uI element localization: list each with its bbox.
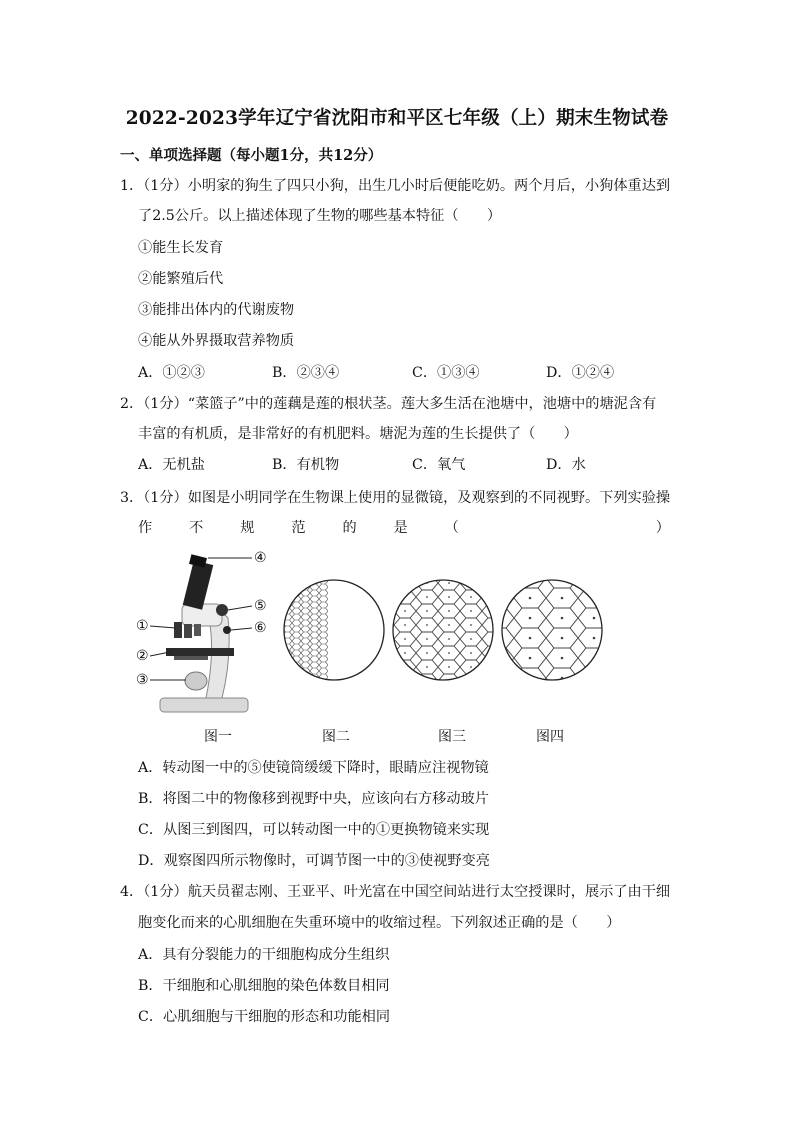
section-heading: 一、单项选择题（每小题1分，共12分） bbox=[120, 147, 383, 164]
callout-6: ⑥ bbox=[254, 620, 267, 636]
q1-stem-line1: 1．（1分）小明家的狗生了四只小狗，出生几小时后便能吃奶。两个月后，小狗体重达到 bbox=[120, 178, 671, 194]
q3-word: 规 bbox=[240, 520, 255, 536]
q3-option-a[interactable]: A．转动图一中的⑤使镜筒缓缓下降时，眼睛应注视物镜 bbox=[138, 760, 489, 776]
q3-option-c[interactable]: C．从图三到图四，可以转动图一中的①更换物镜来实现 bbox=[138, 822, 490, 838]
q2-option-a[interactable]: A．无机盐 bbox=[138, 457, 205, 473]
q1-option-a[interactable]: A．①②③ bbox=[138, 365, 205, 381]
q1-stem-line2: 了2.5公斤。以上描述体现了生物的哪些基本特征（ ） bbox=[138, 208, 502, 224]
callout-5: ⑤ bbox=[254, 598, 267, 614]
q4-option-c[interactable]: C．心肌细胞与干细胞的形态和功能相同 bbox=[138, 1009, 391, 1025]
q3-stem-line1: 3．（1分）如图是小明同学在生物课上使用的显微镜，及观察到的不同视野。下列实验操 bbox=[120, 490, 671, 506]
q3-stem-line2 bbox=[138, 518, 670, 538]
q2-options bbox=[138, 455, 678, 475]
q3-word: 的 bbox=[342, 520, 357, 536]
q1-item: ④能从外界摄取营养物质 bbox=[138, 333, 295, 349]
q1-item: ①能生长发育 bbox=[138, 240, 224, 256]
q3-word: （ bbox=[444, 520, 459, 536]
microscope-figure bbox=[130, 548, 620, 728]
q1-option-d[interactable]: D．①②④ bbox=[546, 365, 615, 381]
q3-word: ） bbox=[655, 520, 670, 536]
figure-caption-3: 图三 bbox=[438, 729, 466, 745]
q3-word: 不 bbox=[189, 520, 204, 536]
q1-option-c[interactable]: C．①③④ bbox=[412, 365, 480, 381]
q2-stem-line2: 丰富的有机质，是非常好的有机肥料。塘泥为莲的生长提供了（ ） bbox=[138, 426, 578, 442]
figure-caption-2: 图二 bbox=[322, 729, 350, 745]
q2-option-c[interactable]: C．氧气 bbox=[412, 457, 466, 473]
callout-3: ③ bbox=[136, 672, 149, 688]
q2-option-b[interactable]: B．有机物 bbox=[272, 457, 340, 473]
q4-option-b[interactable]: B．干细胞和心肌细胞的染色体数目相同 bbox=[138, 978, 390, 994]
q3-word: 作 bbox=[138, 520, 153, 536]
callout-2: ② bbox=[136, 648, 149, 664]
q3-option-d[interactable]: D．观察图四所示物像时，可调节图一中的③使视野变亮 bbox=[138, 853, 490, 869]
page-title: 2022-2023学年辽宁省沈阳市和平区七年级（上）期末生物试卷 bbox=[125, 108, 669, 129]
q3-word: 范 bbox=[291, 520, 306, 536]
q3-figure bbox=[130, 548, 620, 748]
field-of-view-3 bbox=[393, 580, 493, 680]
figure-caption-4: 图四 bbox=[536, 729, 564, 745]
q4-stem-line2: 胞变化而来的心肌细胞在失重环境中的收缩过程。下列叙述正确的是（ ） bbox=[138, 915, 621, 931]
q1-options bbox=[138, 363, 678, 383]
q1-item: ③能排出体内的代谢废物 bbox=[138, 302, 295, 318]
callout-4: ④ bbox=[254, 550, 267, 566]
q4-option-a[interactable]: A．具有分裂能力的干细胞构成分生组织 bbox=[138, 947, 390, 963]
q1-item: ②能繁殖后代 bbox=[138, 271, 224, 287]
microscope-illustration bbox=[150, 554, 252, 712]
q1-option-b[interactable]: B．②③④ bbox=[272, 365, 340, 381]
q3-option-b[interactable]: B．将图二中的物像移到视野中央，应该向右方移动玻片 bbox=[138, 791, 489, 807]
q2-option-d[interactable]: D．水 bbox=[546, 457, 586, 473]
q4-stem-line1: 4．（1分）航天员翟志刚、王亚平、叶光富在中国空间站进行太空授课时，展示了由干细 bbox=[120, 884, 671, 900]
field-of-view-2 bbox=[284, 580, 384, 680]
q3-word: 是 bbox=[393, 520, 408, 536]
callout-1: ① bbox=[136, 618, 149, 634]
figure-caption-1: 图一 bbox=[204, 729, 232, 745]
field-of-view-4 bbox=[502, 580, 602, 680]
q2-stem-line1: 2．（1分）“菜篮子”中的莲藕是莲的根状茎。莲大多生活在池塘中，池塘中的塘泥含有 bbox=[120, 396, 657, 412]
